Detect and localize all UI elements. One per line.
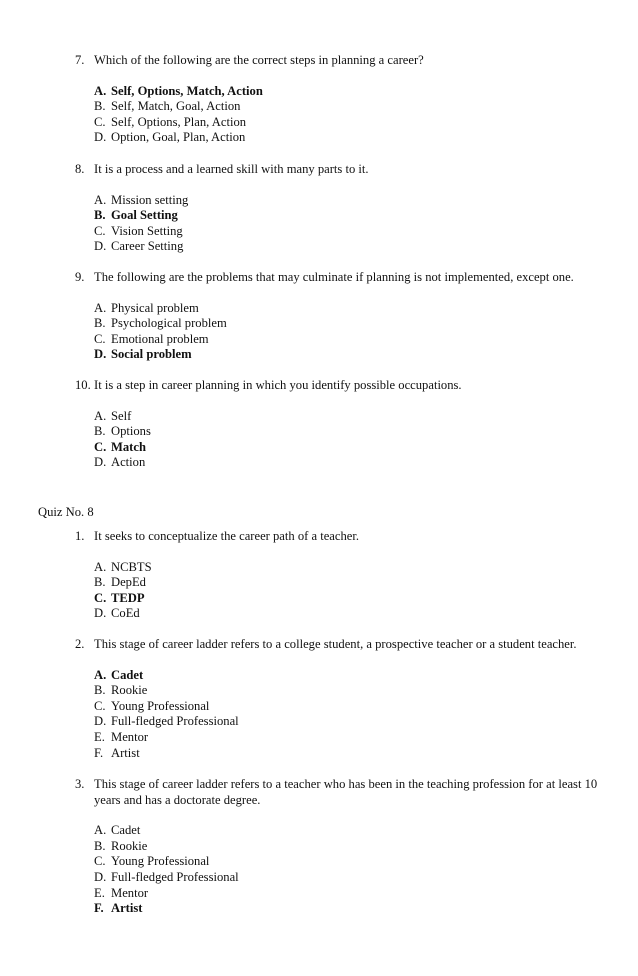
question-text: The following are the problems that may culminate if planning is not implemented, except one. xyxy=(94,270,574,284)
option-text: Self, Options, Plan, Action xyxy=(111,114,247,129)
quiz8-question-2 xyxy=(75,637,605,761)
option-b xyxy=(94,208,605,224)
option-text: Rookie xyxy=(111,683,148,698)
option-c xyxy=(94,699,605,715)
question-7 xyxy=(75,53,605,146)
option-b xyxy=(94,839,605,855)
question-8 xyxy=(75,162,605,255)
option-d xyxy=(94,347,605,363)
option-text: Full-fledged Professional xyxy=(111,714,239,729)
option-d xyxy=(94,714,605,730)
option-letter: D. xyxy=(94,869,107,884)
option-text: Physical problem xyxy=(111,300,199,315)
option-letter: B. xyxy=(94,316,106,331)
option-d xyxy=(94,870,605,886)
question-stem xyxy=(75,378,605,394)
option-a xyxy=(94,301,605,317)
option-text: Options xyxy=(111,424,151,439)
question-number: 7. xyxy=(75,53,85,67)
option-text: Emotional problem xyxy=(111,331,209,346)
option-text: Option, Goal, Plan, Action xyxy=(111,130,246,145)
option-letter: C. xyxy=(94,439,107,454)
option-letter: E. xyxy=(94,729,105,744)
option-letter: D. xyxy=(94,714,107,729)
option-letter: A. xyxy=(94,559,107,574)
question-number: 9. xyxy=(75,270,85,284)
options-list xyxy=(94,301,605,363)
option-b xyxy=(94,683,605,699)
question-9 xyxy=(75,270,605,363)
option-letter: D. xyxy=(94,455,107,470)
option-c xyxy=(94,115,605,131)
option-text: Young Professional xyxy=(111,698,210,713)
option-letter: C. xyxy=(94,331,106,346)
option-letter: B. xyxy=(94,838,106,853)
question-stem xyxy=(75,637,605,653)
option-c xyxy=(94,854,605,870)
option-letter: A. xyxy=(94,300,107,315)
option-f xyxy=(94,746,605,762)
option-text: DepEd xyxy=(111,575,146,590)
option-letter: B. xyxy=(94,575,106,590)
question-text: This stage of career ladder refers to a teacher who has been in the teaching profession for at least 10 years and has a doctorate degree. xyxy=(94,777,598,807)
question-stem xyxy=(75,529,605,545)
option-letter: B. xyxy=(94,208,106,223)
option-letter: D. xyxy=(94,130,107,145)
question-number: 1. xyxy=(75,529,85,543)
option-text: Self, Match, Goal, Action xyxy=(111,99,241,114)
option-text: Cadet xyxy=(111,667,144,682)
options-list xyxy=(94,409,605,471)
option-c xyxy=(94,332,605,348)
question-text: This stage of career ladder refers to a college student, a prospective teacher or a student teacher. xyxy=(94,637,577,651)
option-d xyxy=(94,239,605,255)
question-number: 2. xyxy=(75,637,85,651)
option-text: TEDP xyxy=(111,590,145,605)
option-f xyxy=(94,901,605,917)
option-a xyxy=(94,560,605,576)
option-letter: B. xyxy=(94,99,106,114)
option-text: Psychological problem xyxy=(111,316,227,331)
option-letter: C. xyxy=(94,854,106,869)
option-text: Rookie xyxy=(111,838,148,853)
question-text: Which of the following are the correct steps in planning a career? xyxy=(94,53,424,67)
option-letter: C. xyxy=(94,590,107,605)
option-text: CoEd xyxy=(111,606,140,621)
option-letter: D. xyxy=(94,239,107,254)
option-e xyxy=(94,730,605,746)
option-text: Self, Options, Match, Action xyxy=(111,83,263,98)
question-text: It is a process and a learned skill with many parts to it. xyxy=(94,162,369,176)
option-text: Goal Setting xyxy=(111,208,178,223)
option-b xyxy=(94,99,605,115)
option-a xyxy=(94,193,605,209)
option-a xyxy=(94,84,605,100)
question-stem xyxy=(75,162,605,178)
option-c xyxy=(94,224,605,240)
option-d xyxy=(94,455,605,471)
option-letter: C. xyxy=(94,698,106,713)
quiz8-question-1 xyxy=(75,529,605,622)
options-list xyxy=(94,560,605,622)
option-a xyxy=(94,668,605,684)
option-a xyxy=(94,823,605,839)
quiz-heading: Quiz No. 8 xyxy=(38,505,94,519)
option-text: Artist xyxy=(111,901,143,916)
question-stem xyxy=(75,777,605,808)
option-letter: A. xyxy=(94,667,107,682)
option-text: Young Professional xyxy=(111,854,210,869)
option-text: Career Setting xyxy=(111,239,184,254)
quiz8-question-3 xyxy=(75,777,605,917)
option-letter: A. xyxy=(94,408,107,423)
option-letter: B. xyxy=(94,424,106,439)
option-text: Cadet xyxy=(111,823,141,838)
question-text: It is a step in career planning in which you identify possible occupations. xyxy=(94,378,462,392)
question-number: 3. xyxy=(75,777,85,791)
options-list xyxy=(94,193,605,255)
option-letter: F. xyxy=(94,901,104,916)
question-text: It seeks to conceptualize the career path of a teacher. xyxy=(94,529,360,543)
option-letter: D. xyxy=(94,606,107,621)
option-b xyxy=(94,424,605,440)
option-letter: A. xyxy=(94,83,107,98)
option-b xyxy=(94,316,605,332)
option-c xyxy=(94,440,605,456)
option-text: Social problem xyxy=(111,347,192,362)
option-text: Full-fledged Professional xyxy=(111,869,239,884)
option-text: Action xyxy=(111,455,146,470)
options-list xyxy=(94,823,605,917)
option-text: Mentor xyxy=(111,729,149,744)
options-list xyxy=(94,668,605,762)
question-10 xyxy=(75,378,605,471)
option-text: Self xyxy=(111,408,132,423)
option-letter: E. xyxy=(94,885,105,900)
option-letter: C. xyxy=(94,114,106,129)
option-text: Match xyxy=(111,439,146,454)
option-c xyxy=(94,591,605,607)
option-letter: A. xyxy=(94,192,107,207)
question-number: 8. xyxy=(75,162,85,176)
option-letter: F. xyxy=(94,745,104,760)
option-text: Mission setting xyxy=(111,192,189,207)
option-text: Mentor xyxy=(111,885,149,900)
option-d xyxy=(94,606,605,622)
option-text: NCBTS xyxy=(111,559,152,574)
options-list xyxy=(94,84,605,146)
option-letter: C. xyxy=(94,223,106,238)
option-text: Artist xyxy=(111,745,140,760)
question-number: 10. xyxy=(75,378,91,392)
question-stem xyxy=(75,53,605,69)
option-text: Vision Setting xyxy=(111,223,183,238)
question-stem xyxy=(75,270,605,286)
option-d xyxy=(94,130,605,146)
option-letter: A. xyxy=(94,823,107,838)
option-letter: D. xyxy=(94,347,107,362)
option-b xyxy=(94,575,605,591)
option-e xyxy=(94,886,605,902)
option-a xyxy=(94,409,605,425)
option-letter: B. xyxy=(94,683,106,698)
